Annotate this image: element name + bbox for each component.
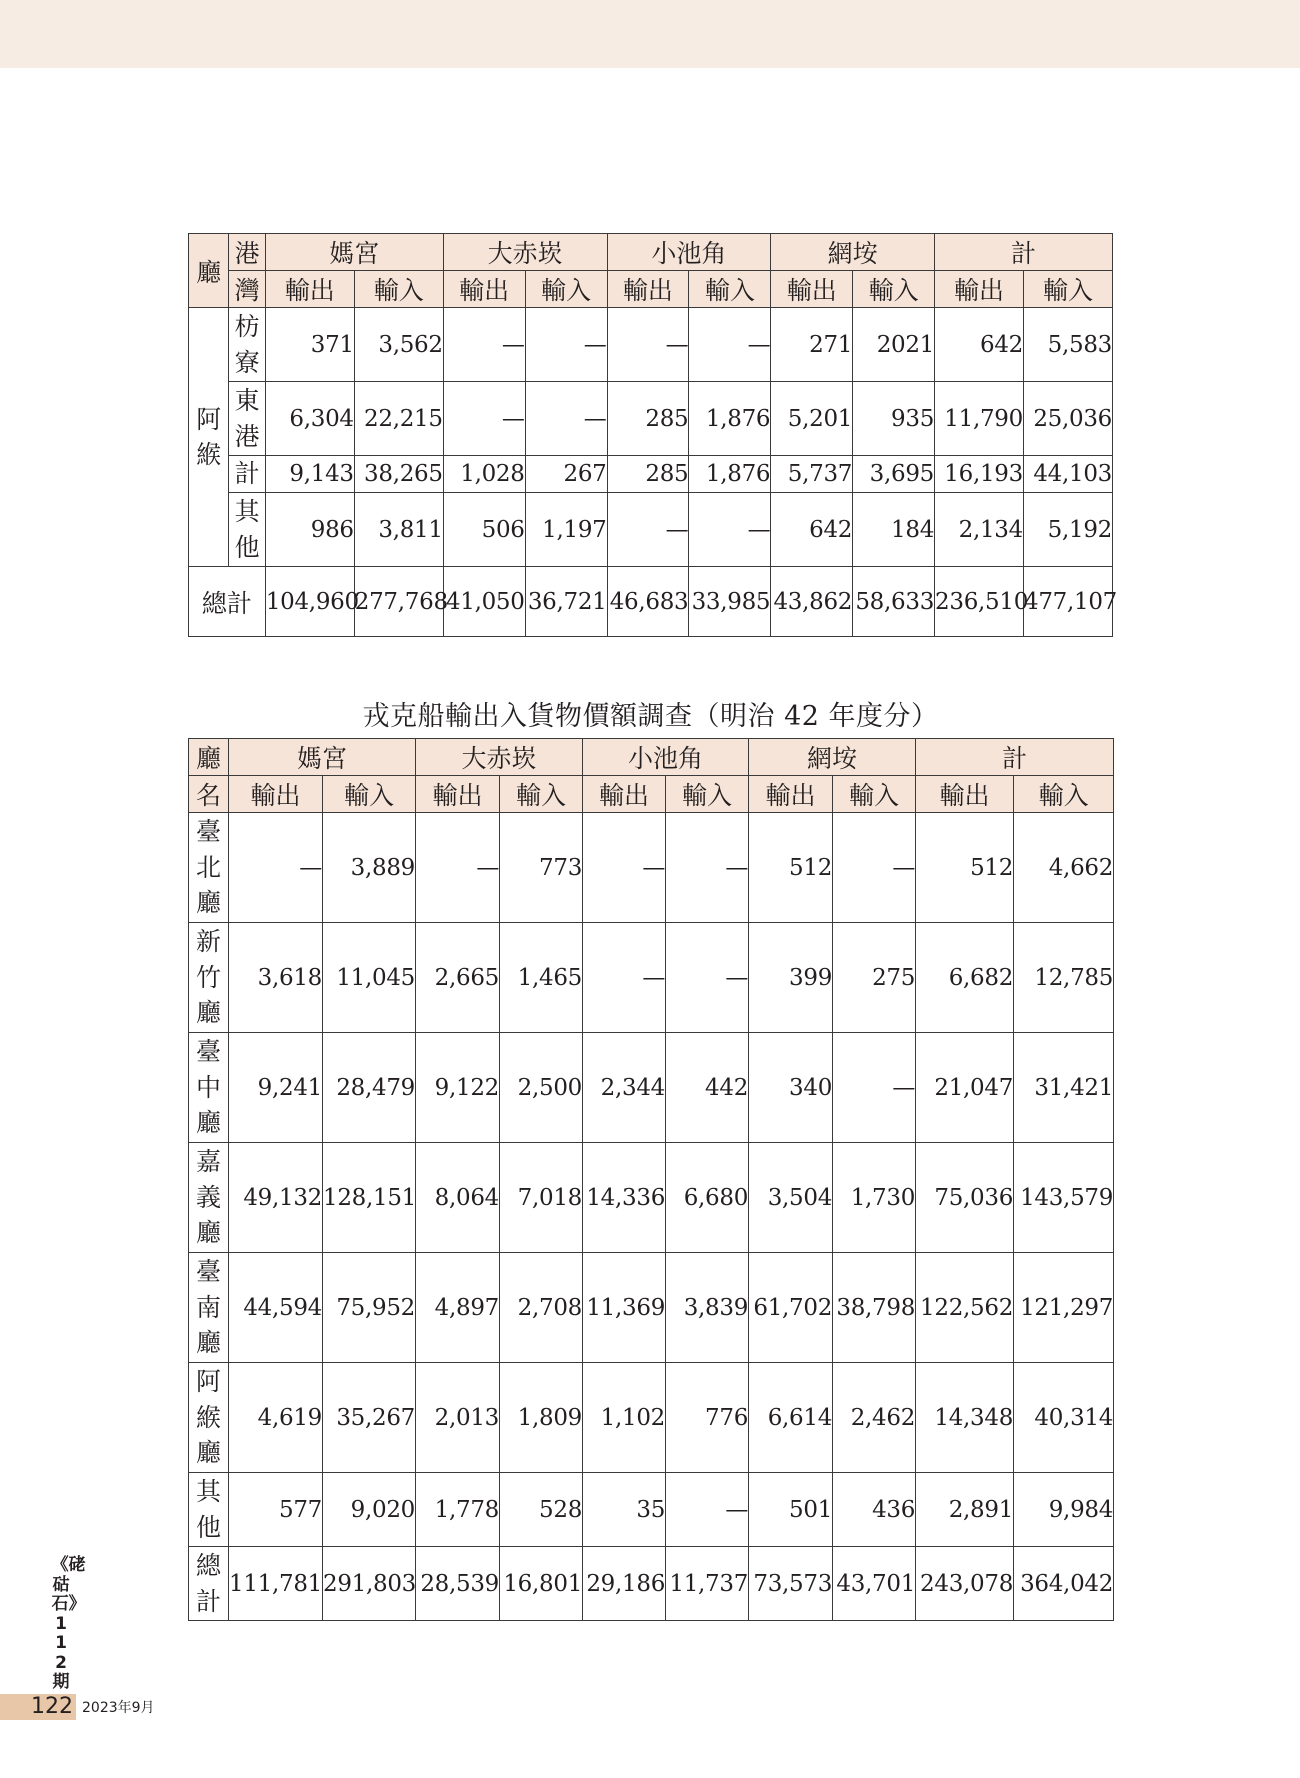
cell: 236,510 — [935, 567, 1024, 637]
cell: — — [689, 308, 771, 382]
cell: 11,369 — [583, 1253, 666, 1363]
cell: 642 — [935, 308, 1024, 382]
top-decorative-band — [0, 0, 1300, 68]
cell: 41,050 — [443, 567, 525, 637]
subheader-import: 輸入 — [500, 776, 583, 813]
cell: 291,803 — [323, 1547, 416, 1621]
cell: 285 — [607, 456, 689, 493]
table-row — [189, 923, 1114, 1033]
cell: 6,304 — [265, 382, 354, 456]
cell: 512 — [916, 813, 1014, 923]
cell: 75,036 — [916, 1143, 1014, 1253]
cell: 38,798 — [833, 1253, 916, 1363]
cell: 3,504 — [749, 1143, 833, 1253]
corner-header-ting: 廳 — [189, 739, 229, 776]
cell: 43,862 — [771, 567, 853, 637]
cell: 1,465 — [500, 923, 583, 1033]
cell: 11,737 — [666, 1547, 749, 1621]
cell: 8,064 — [416, 1143, 500, 1253]
cell: 44,103 — [1023, 456, 1112, 493]
issue-date: 2023年9月 — [82, 1700, 155, 1716]
table-row — [189, 813, 1114, 923]
cell: 9,122 — [416, 1033, 500, 1143]
cell: — — [689, 493, 771, 567]
cell: — — [416, 813, 500, 923]
row-label: 其他 — [189, 1473, 229, 1547]
cell: 277,768 — [354, 567, 443, 637]
subheader-import: 輸入 — [689, 271, 771, 308]
cell: 3,811 — [354, 493, 443, 567]
cell: 35,267 — [323, 1363, 416, 1473]
cell: 642 — [771, 493, 853, 567]
cell: 275 — [833, 923, 916, 1033]
cell: — — [583, 923, 666, 1033]
row-label: 東港 — [229, 382, 265, 456]
port-header: 媽宮 — [265, 234, 443, 271]
table-row — [189, 456, 1113, 493]
page-number: 122 — [0, 1694, 76, 1720]
cell: 121,297 — [1014, 1253, 1114, 1363]
cell: 1,102 — [583, 1363, 666, 1473]
table-caption: 戎克船輸出入貨物價額調查（明治 42 年度分） — [362, 701, 939, 732]
cell: 5,192 — [1023, 493, 1112, 567]
cell: 399 — [749, 923, 833, 1033]
row-label: 總計 — [189, 1547, 229, 1621]
subheader-import: 輸入 — [666, 776, 749, 813]
cell: 1,730 — [833, 1143, 916, 1253]
corner-header-ting: 廳 — [189, 234, 229, 308]
corner-header-wan: 灣 — [229, 271, 265, 308]
cell: 22,215 — [354, 382, 443, 456]
corner-header-ming: 名 — [189, 776, 229, 813]
cell: 1,876 — [689, 382, 771, 456]
cell: 935 — [853, 382, 935, 456]
subheader-import: 輸入 — [1014, 776, 1114, 813]
cell: 5,737 — [771, 456, 853, 493]
cell: 16,193 — [935, 456, 1024, 493]
cell: 243,078 — [916, 1547, 1014, 1621]
cell: 28,479 — [323, 1033, 416, 1143]
subheader-export: 輸出 — [607, 271, 689, 308]
cell: 75,952 — [323, 1253, 416, 1363]
cell: 73,573 — [749, 1547, 833, 1621]
cell: 3,562 — [354, 308, 443, 382]
subheader-export: 輸出 — [771, 271, 853, 308]
cell: 35 — [583, 1473, 666, 1547]
cell: 16,801 — [500, 1547, 583, 1621]
row-label: 阿緱廳 — [189, 1363, 229, 1473]
cell: 528 — [500, 1473, 583, 1547]
corner-header-gang: 港 — [229, 234, 265, 271]
cell: 4,619 — [229, 1363, 323, 1473]
subheader-export: 輸出 — [443, 271, 525, 308]
cell: 21,047 — [916, 1033, 1014, 1143]
subheader-import: 輸入 — [1023, 271, 1112, 308]
cell: 6,614 — [749, 1363, 833, 1473]
cell: 986 — [265, 493, 354, 567]
cell: — — [833, 1033, 916, 1143]
subheader-import: 輸入 — [525, 271, 607, 308]
table-row — [189, 1363, 1114, 1473]
total-row — [189, 1547, 1114, 1621]
cell: 111,781 — [229, 1547, 323, 1621]
subheader-export: 輸出 — [935, 271, 1024, 308]
cell: — — [525, 308, 607, 382]
cell: 61,702 — [749, 1253, 833, 1363]
row-label: 其他 — [229, 493, 265, 567]
cell: 104,960 — [265, 567, 354, 637]
cell: 3,839 — [666, 1253, 749, 1363]
cell: 40,314 — [1014, 1363, 1114, 1473]
cell: 2,891 — [916, 1473, 1014, 1547]
cell: 285 — [607, 382, 689, 456]
cell: 43,701 — [833, 1547, 916, 1621]
cell: 29,186 — [583, 1547, 666, 1621]
cell: 9,020 — [323, 1473, 416, 1547]
table-row — [189, 308, 1113, 382]
port-header: 小池角 — [583, 739, 749, 776]
cell: 1,876 — [689, 456, 771, 493]
port-header: 小池角 — [607, 234, 771, 271]
cell: 11,045 — [323, 923, 416, 1033]
row-label: 新竹廳 — [189, 923, 229, 1033]
row-label: 臺南廳 — [189, 1253, 229, 1363]
cell: 2,013 — [416, 1363, 500, 1473]
cell: 122,562 — [916, 1253, 1014, 1363]
subheader-import: 輸入 — [853, 271, 935, 308]
table-row — [189, 1143, 1114, 1253]
cell: 7,018 — [500, 1143, 583, 1253]
cell: 5,583 — [1023, 308, 1112, 382]
cell: 4,897 — [416, 1253, 500, 1363]
cell: 3,618 — [229, 923, 323, 1033]
port-header: 大赤崁 — [416, 739, 583, 776]
cell: 9,241 — [229, 1033, 323, 1143]
cell: — — [607, 308, 689, 382]
cell: 271 — [771, 308, 853, 382]
cell: 2,134 — [935, 493, 1024, 567]
cell: 3,695 — [853, 456, 935, 493]
cell: 1,197 — [525, 493, 607, 567]
row-label: 臺北廳 — [189, 813, 229, 923]
table-row — [189, 493, 1113, 567]
port-header: 網垵 — [749, 739, 916, 776]
cell: 577 — [229, 1473, 323, 1547]
cell: — — [666, 1473, 749, 1547]
cell: 14,336 — [583, 1143, 666, 1253]
cell: 1,028 — [443, 456, 525, 493]
table-junk-ship-trade — [188, 738, 1114, 1621]
magazine-title: 《硓𥑮石》112期 — [51, 1555, 86, 1693]
cell: 143,579 — [1014, 1143, 1114, 1253]
cell: 364,042 — [1014, 1547, 1114, 1621]
cell: — — [666, 813, 749, 923]
cell: — — [443, 382, 525, 456]
cell: 6,680 — [666, 1143, 749, 1253]
cell: 512 — [749, 813, 833, 923]
cell: — — [525, 382, 607, 456]
region-label: 阿緱 — [189, 308, 229, 567]
cell: 477,107 — [1023, 567, 1112, 637]
cell: 371 — [265, 308, 354, 382]
subheader-import: 輸入 — [323, 776, 416, 813]
cell: 14,348 — [916, 1363, 1014, 1473]
table-row — [189, 1473, 1114, 1547]
total-row — [189, 567, 1113, 637]
cell: 2,500 — [500, 1033, 583, 1143]
cell: 9,143 — [265, 456, 354, 493]
cell: 9,984 — [1014, 1473, 1114, 1547]
cell: — — [833, 813, 916, 923]
cell: 44,594 — [229, 1253, 323, 1363]
cell: 46,683 — [607, 567, 689, 637]
cell: 506 — [443, 493, 525, 567]
cell: 28,539 — [416, 1547, 500, 1621]
row-label: 計 — [229, 456, 265, 493]
cell: 36,721 — [525, 567, 607, 637]
cell: 184 — [853, 493, 935, 567]
cell: 2,708 — [500, 1253, 583, 1363]
subheader-export: 輸出 — [265, 271, 354, 308]
cell: 1,809 — [500, 1363, 583, 1473]
subheader-export: 輸出 — [916, 776, 1014, 813]
cell: 38,265 — [354, 456, 443, 493]
subheader-import: 輸入 — [354, 271, 443, 308]
cell: 2021 — [853, 308, 935, 382]
row-label: 嘉義廳 — [189, 1143, 229, 1253]
cell: 128,151 — [323, 1143, 416, 1253]
cell: 58,633 — [853, 567, 935, 637]
cell: 25,036 — [1023, 382, 1112, 456]
cell: 2,344 — [583, 1033, 666, 1143]
cell: 340 — [749, 1033, 833, 1143]
row-label: 枋寮 — [229, 308, 265, 382]
cell: 33,985 — [689, 567, 771, 637]
subheader-export: 輸出 — [749, 776, 833, 813]
port-header: 計 — [916, 739, 1114, 776]
cell: 2,462 — [833, 1363, 916, 1473]
total-label: 總計 — [189, 567, 266, 637]
cell: — — [666, 923, 749, 1033]
row-label: 臺中廳 — [189, 1033, 229, 1143]
cell: 5,201 — [771, 382, 853, 456]
table-row — [189, 1253, 1114, 1363]
cell: 49,132 — [229, 1143, 323, 1253]
cell: — — [583, 813, 666, 923]
subheader-export: 輸出 — [229, 776, 323, 813]
cell: 773 — [500, 813, 583, 923]
table-row — [189, 1033, 1114, 1143]
cell: 776 — [666, 1363, 749, 1473]
subheader-export: 輸出 — [416, 776, 500, 813]
cell: 11,790 — [935, 382, 1024, 456]
cell: — — [607, 493, 689, 567]
port-header: 大赤崁 — [443, 234, 607, 271]
subheader-export: 輸出 — [583, 776, 666, 813]
port-header: 計 — [935, 234, 1113, 271]
cell: 2,665 — [416, 923, 500, 1033]
cell: 1,778 — [416, 1473, 500, 1547]
cell: 4,662 — [1014, 813, 1114, 923]
port-header: 媽宮 — [229, 739, 416, 776]
cell: — — [229, 813, 323, 923]
cell: 267 — [525, 456, 607, 493]
cell: 12,785 — [1014, 923, 1114, 1033]
cell: — — [443, 308, 525, 382]
table-agou-ports — [188, 233, 1117, 637]
cell: 6,682 — [916, 923, 1014, 1033]
subheader-import: 輸入 — [833, 776, 916, 813]
port-header: 網垵 — [771, 234, 935, 271]
cell: 31,421 — [1014, 1033, 1114, 1143]
table-row — [189, 382, 1113, 456]
cell: 501 — [749, 1473, 833, 1547]
cell: 3,889 — [323, 813, 416, 923]
cell: 442 — [666, 1033, 749, 1143]
cell: 436 — [833, 1473, 916, 1547]
